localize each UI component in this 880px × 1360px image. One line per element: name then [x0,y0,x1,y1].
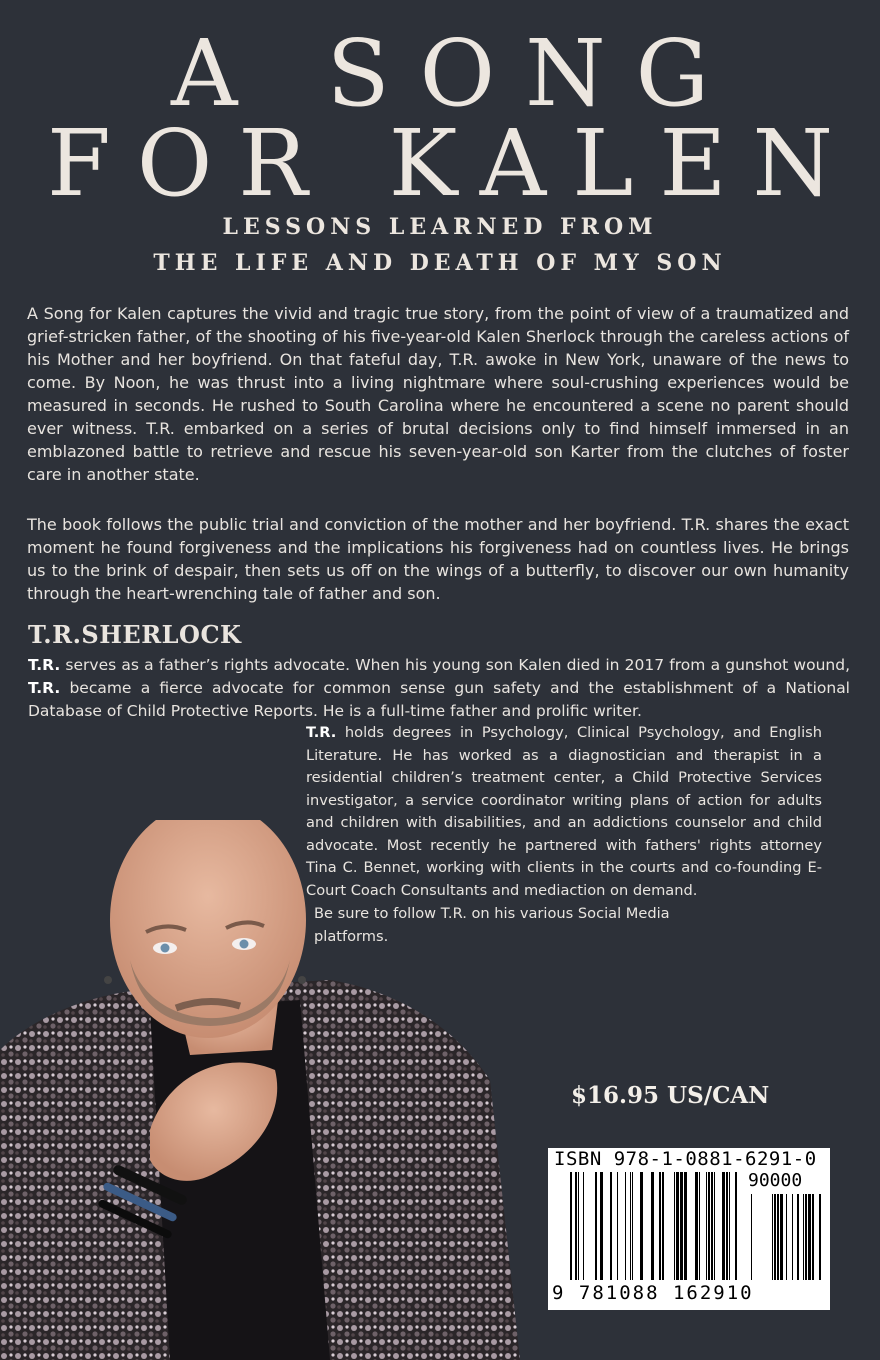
barcode-bar [819,1194,821,1280]
barcode-bar [805,1194,807,1280]
bio-text: serves as a father’s rights advocate. When his young son Kalen died in 2017 from a gunshot wound, [60,656,850,674]
blurb-paragraph-1: A Song for Kalen captures the vivid and tragic true story, from the point of view of a traumatized and grief-stricken father, of the shooting of his five-year-old Kalen Sherlock through the careless actions of his Mother and her boyfriend. On that fateful day, T.R. awoke in New York, unaware of the news to come. By Noon, he was thrust into a living nightmare where soul-crushing experiences would be measured in seconds. He rushed to South Carolina where he encountered a scene no parent should ever witness. T.R. embarked on a series of brutal decisions only to find himself immersed in an emblazoned battle to retrieve and rescue his seven-year-old son Karter from the clutches of foster care in another state. [27,304,849,484]
bio-text: became a fierce advocate for common sense gun safety and the establishment of a National Database of Child Protective Reports. He is a full-time father and prolific writer. [28,679,850,720]
barcode-bar [659,1172,661,1280]
author-name: T.R.SHERLOCK [28,620,242,649]
barcode-bar [632,1172,633,1280]
barcode-bar [777,1194,779,1280]
book-title-line2: FOR KALEN [47,110,859,217]
barcode-bar [699,1172,700,1280]
bio-text: holds degrees in Psychology, Clinical Psychology, and English Literature. He has worked as a diagnostician and therapist in a residential children’s treatment center, a Child Protective Services investigator, a service coordinator writing plans of action for adults and children with disabilities, and an addictions counselor and child advocate. Most recently he partnered with fathers' rights attorney Tina C. Bennet, working with clients in the courts and co-founding E-Court Coach Consultants and mediaction on demand. [306,724,822,899]
barcode-bar [583,1172,584,1280]
subtitle-line2: THE LIFE AND DEATH OF MY SON [153,250,727,276]
barcode-bar [706,1172,707,1280]
barcode-bar [570,1172,572,1280]
barcode-bar [786,1194,787,1280]
barcode-bar [684,1172,687,1280]
blurb-paragraph-2: The book follows the public trial and conviction of the mother and her boyfriend. T.R. shares the exact moment he found forgiveness and the implications his forgiveness had on countless lives. He brings us to the brink of despair, then sets us off on the wings of a butterfly, to discover our own humanity through the heart-wrenching tale of father and son. [27,515,849,603]
author-social-note: Be sure to follow T.R. on his various Social Media platforms. [314,905,670,945]
barcode-bar [792,1194,793,1280]
barcode-bar [774,1194,776,1280]
book-title-line1: A SONG [170,20,740,127]
barcode-bar [708,1172,710,1280]
barcode-bar [714,1172,715,1280]
barcode-bar [610,1172,612,1280]
barcode-bar [674,1172,675,1280]
barcode-bar [600,1172,603,1280]
barcode-bar [711,1172,713,1280]
subtitle-line1: LESSONS LEARNED FROM [222,214,658,240]
bio-bold-name: T.R. [306,724,337,741]
barcode-bar [722,1172,725,1280]
barcode-bar [797,1194,799,1280]
barcode-bar [578,1172,579,1280]
barcode-bar [595,1172,597,1280]
barcode-bar [729,1172,730,1280]
barcode-bar [695,1172,698,1280]
barcode-bar [625,1172,626,1280]
barcode-bar [772,1194,773,1280]
isbn-label: ISBN 978-1-0881-6291-0 [554,1148,817,1170]
barcode-bar [630,1172,631,1280]
bio-bold-name: T.R. [28,656,61,674]
barcode-bar [651,1172,654,1280]
barcode-bar [680,1172,683,1280]
price-addon-code: 90000 [748,1170,803,1191]
barcode-bar [575,1172,577,1280]
barcode-bar [808,1194,811,1280]
barcode-bar [735,1172,737,1280]
barcode-bar [803,1194,804,1280]
ean-digits: 9 781088 162910 [552,1282,754,1304]
barcode-bar [780,1194,783,1280]
bio-bold-name: T.R. [28,679,61,697]
price: $16.95 US/CAN [571,1082,770,1109]
barcode-bar [617,1172,618,1280]
barcode-bar [812,1194,814,1280]
barcode-bar [726,1172,728,1280]
isbn-barcode [548,1148,830,1310]
barcode-bar [662,1172,664,1280]
barcode-bar [751,1194,752,1280]
barcode-bar [640,1172,643,1280]
author-bio-paragraph-1 [28,654,850,723]
author-photo [0,820,520,1360]
barcode-bar [676,1172,679,1280]
